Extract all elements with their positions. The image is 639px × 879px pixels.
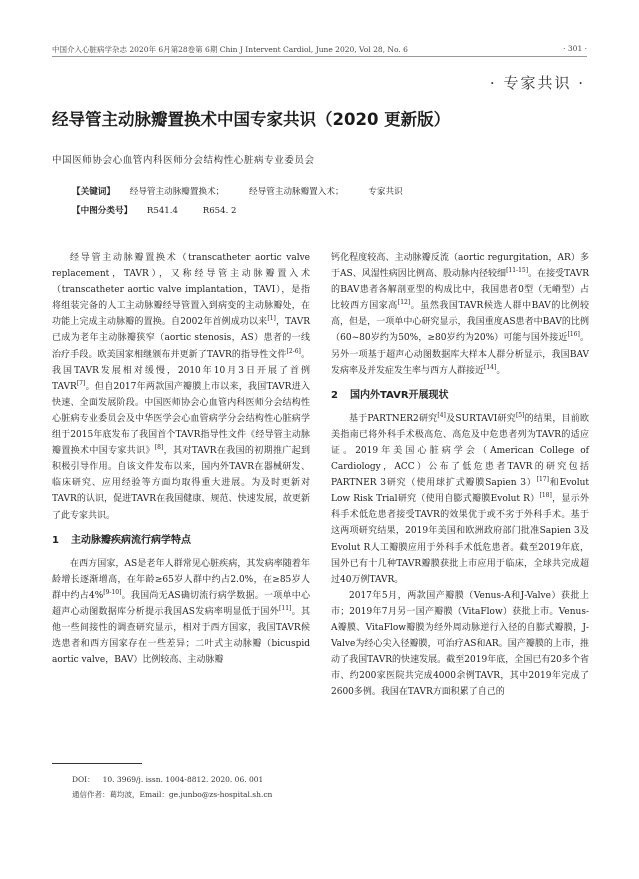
citation-ref: [14] bbox=[484, 363, 497, 371]
text-run: 。我国TAVR发展相对缓慢，2010年10月3日开展了首例TAVR bbox=[52, 349, 310, 392]
text-run: 和Evolut Low Risk Trial研究（使用自膨式瓣膜Evolut R） bbox=[331, 478, 589, 505]
section-heading-text: 主动脉瓣疾病流行病学特点 bbox=[70, 534, 191, 546]
doi-label: DOI： bbox=[72, 775, 95, 784]
text-run: ，其对TAVR在我国的初期推广起到积极引导作用。自该文件发布以来，国内外TAVR在器械研发、临床研究、应用经验等方面均取得重大进展。为及时更新对TAVR的认识，促进TAVR在我国健康、规范、快速发展，故更新了此专家共识。 bbox=[52, 446, 310, 521]
classification-line bbox=[72, 202, 403, 221]
citation-ref: [11-15] bbox=[506, 267, 529, 275]
citation-ref: [16] bbox=[567, 331, 580, 339]
classification-code: R541.4 bbox=[146, 206, 178, 216]
section-heading-1 bbox=[52, 532, 310, 550]
intro-paragraph bbox=[52, 250, 310, 524]
text-run: 。 bbox=[496, 365, 506, 376]
citation-ref: [8] bbox=[154, 444, 164, 452]
citation-ref: [5] bbox=[515, 411, 525, 419]
citation-ref: [11] bbox=[279, 604, 292, 612]
continued-paragraph bbox=[331, 250, 589, 379]
correspondence-label: 通信作者： bbox=[72, 790, 110, 799]
footnotes bbox=[72, 772, 272, 802]
text-run: ，TAVR已成为老年主动脉瓣狭窄（aortic stenosis，AS）患者的一线治疗手段。欧美国家相继颁布并更新了TAVR的指导性文件 bbox=[52, 317, 310, 360]
classification-label: 【中图分类号】 bbox=[72, 206, 133, 216]
text-run: 。另外一项基于超声心动图数据库大样本人群分析显示，我国BAV发病率及并发症发生率与西方人群接近 bbox=[331, 333, 589, 376]
citation-ref: [2-6] bbox=[286, 347, 301, 355]
article-title: 经导管主动脉瓣置换术中国专家共识（2020 更新版） bbox=[52, 110, 451, 129]
doi-value: 10. 3969/j. issn. 1004-8812. 2020. 06. 001 bbox=[102, 775, 264, 784]
page-number: · 301 · bbox=[563, 44, 587, 53]
text-run: 基于PARTNER2研究 bbox=[349, 413, 438, 424]
section-number: 2 bbox=[331, 389, 338, 401]
correspondence-value: 葛均波，Email：ge.junbo@zs-hospital.sh.cn bbox=[109, 790, 273, 799]
right-column bbox=[331, 250, 589, 700]
text-run: ，显示外科手术低危患者接受TAVR的效果优于或不劣于外科手术。基于这两项研究结果，2019年美国和欧洲政府部门批准Sapien 3及Evolut R人工瓣膜应用于外科手术低危患者。截至2019年底，国外已有十几种TAVR瓣膜获批上市应用于临床，全球共完成超过40万例TAVR。 bbox=[331, 494, 589, 585]
text-run: 。我国尚无AS确切流行病学数据。一项单中心超声心动图数据库分析提示我国AS发病率明显低于国外 bbox=[52, 590, 310, 617]
text-run: 在西方国家，AS是老年人群常见心脏疾病，其发病率随着年龄增长逐渐增高，在年龄≥65岁人群中约占2.0%，在≥85岁人群中约占4% bbox=[52, 558, 310, 601]
text-run: 。但自2017年两款国产瓣膜上市以来，我国TAVR进入快速、全面发展阶段。中国医师协会心血管内科医师分会结构性心脏病专业委员会及中华医学会心血管病学分会结构性心脏病学组于2015年底发布了我国首个TAVR指导性文件《经导管主动脉瓣置换术中国专家共识》 bbox=[52, 381, 310, 457]
epidemiology-paragraph bbox=[52, 556, 310, 669]
citation-ref: [1] bbox=[267, 315, 276, 323]
correspondence-line bbox=[72, 787, 272, 802]
keywords-label: 【关键词】 bbox=[72, 187, 115, 197]
text-run: 。在接受TAVR的BAV患者各解剖亚型的构成比中，我国患者0型（无嵴型）占比较西方国家高 bbox=[331, 269, 589, 312]
status-paragraph bbox=[331, 411, 589, 588]
keyword-item: 经导管主动脉瓣置换术； bbox=[129, 187, 225, 197]
section-heading-2 bbox=[331, 387, 589, 405]
classification-code: R654. 2 bbox=[202, 206, 237, 216]
text-run: 及SURTAVI研究 bbox=[445, 413, 516, 424]
citation-ref: [7] bbox=[76, 379, 86, 387]
keywords-block bbox=[72, 183, 403, 221]
running-head bbox=[52, 42, 587, 57]
citation-ref: [9-10] bbox=[103, 588, 122, 596]
text-run: 。其他一些间接性的调查研究显示，相对于西方国家，我国TAVR候选患者和西方国家存在一些差异；二叶式主动脉瓣（bicuspid aortic valve，BAV）比例较高、主动脉瓣 bbox=[52, 606, 310, 666]
domestic-paragraph: 2017年5月，两款国产瓣膜（Venus-A和J-Valve）获批上市；2019年7月另一国产瓣膜（VitaFlow）获批上市。Venus-A瓣膜、VitaFlow瓣膜为经外周动脉逆行入径的自膨式瓣膜，J-Valve为经心尖入径瓣膜，可治疗AS和AR。国产瓣膜的上市，推动了我国TAVR的快速发展。截至2019年底，全国已有20多个省市、约200家医院共完成4000余例TAVR，其中2019年完成了2600多例。我国在TAVR方面积累了自己的 bbox=[331, 590, 589, 698]
citation-ref: [12] bbox=[397, 299, 411, 307]
section-tag: · 专家共识 · bbox=[489, 74, 585, 92]
keywords-line bbox=[72, 183, 403, 202]
keyword-item: 经导管主动脉瓣置入术； bbox=[249, 187, 344, 197]
section-heading-text: 国内外TAVR开展现状 bbox=[349, 389, 449, 401]
doi-line bbox=[72, 772, 272, 787]
footnote-rule bbox=[52, 763, 142, 764]
text-run: 经导管主动脉瓣置换术（transcatheter aortic valve replacement，TAVR），又称经导管主动脉瓣置入术（transcatheter aortic valve implantation，TAVI），是指将组装完备的人工主动脉瓣经导管置入到病变的主动脉瓣处，在功能上完成主动脉瓣的置换。自2002年首例成功以来 bbox=[52, 253, 310, 328]
text-run: 。虽然我国TAVR候选人群中BAV的比例较高，但是，一项单中心研究显示，我国重度AS患者中BAV的比例（60~80岁约为50%，≥80岁约为20%）可能与国外接近 bbox=[331, 301, 589, 344]
left-column bbox=[52, 250, 310, 668]
citation-ref: [4] bbox=[437, 411, 446, 419]
text-run: 的结果，目前欧美指南已将外科手术极高危、高危及中危患者列为TAVR的适应证。2019年美国心脏病学会（American College of Cardiology，ACC）公布了低危患者TAVR的研究包括PARTNER 3研究（使用球扩式瓣膜Sapien 3） bbox=[331, 413, 589, 489]
citation-ref: [18] bbox=[539, 492, 552, 500]
journal-citation: 中国介入心脏病学杂志 2020年 6月第28卷第 6期 Chin J Intervent Cardiol, June 2020, Vol 28, No. 6 bbox=[52, 45, 408, 54]
text-run: 钙化程度较高、主动脉瓣反流（aortic regurgitation，AR）多于AS、风湿性病因比例高、股动脉内径较细 bbox=[331, 253, 589, 280]
keyword-item: 专家共识 bbox=[368, 187, 403, 197]
author-group: 中国医师协会心血管内科医师分会结构性心脏病专业委员会 bbox=[52, 155, 315, 166]
citation-ref: [17] bbox=[536, 476, 549, 484]
section-number: 1 bbox=[52, 534, 59, 546]
